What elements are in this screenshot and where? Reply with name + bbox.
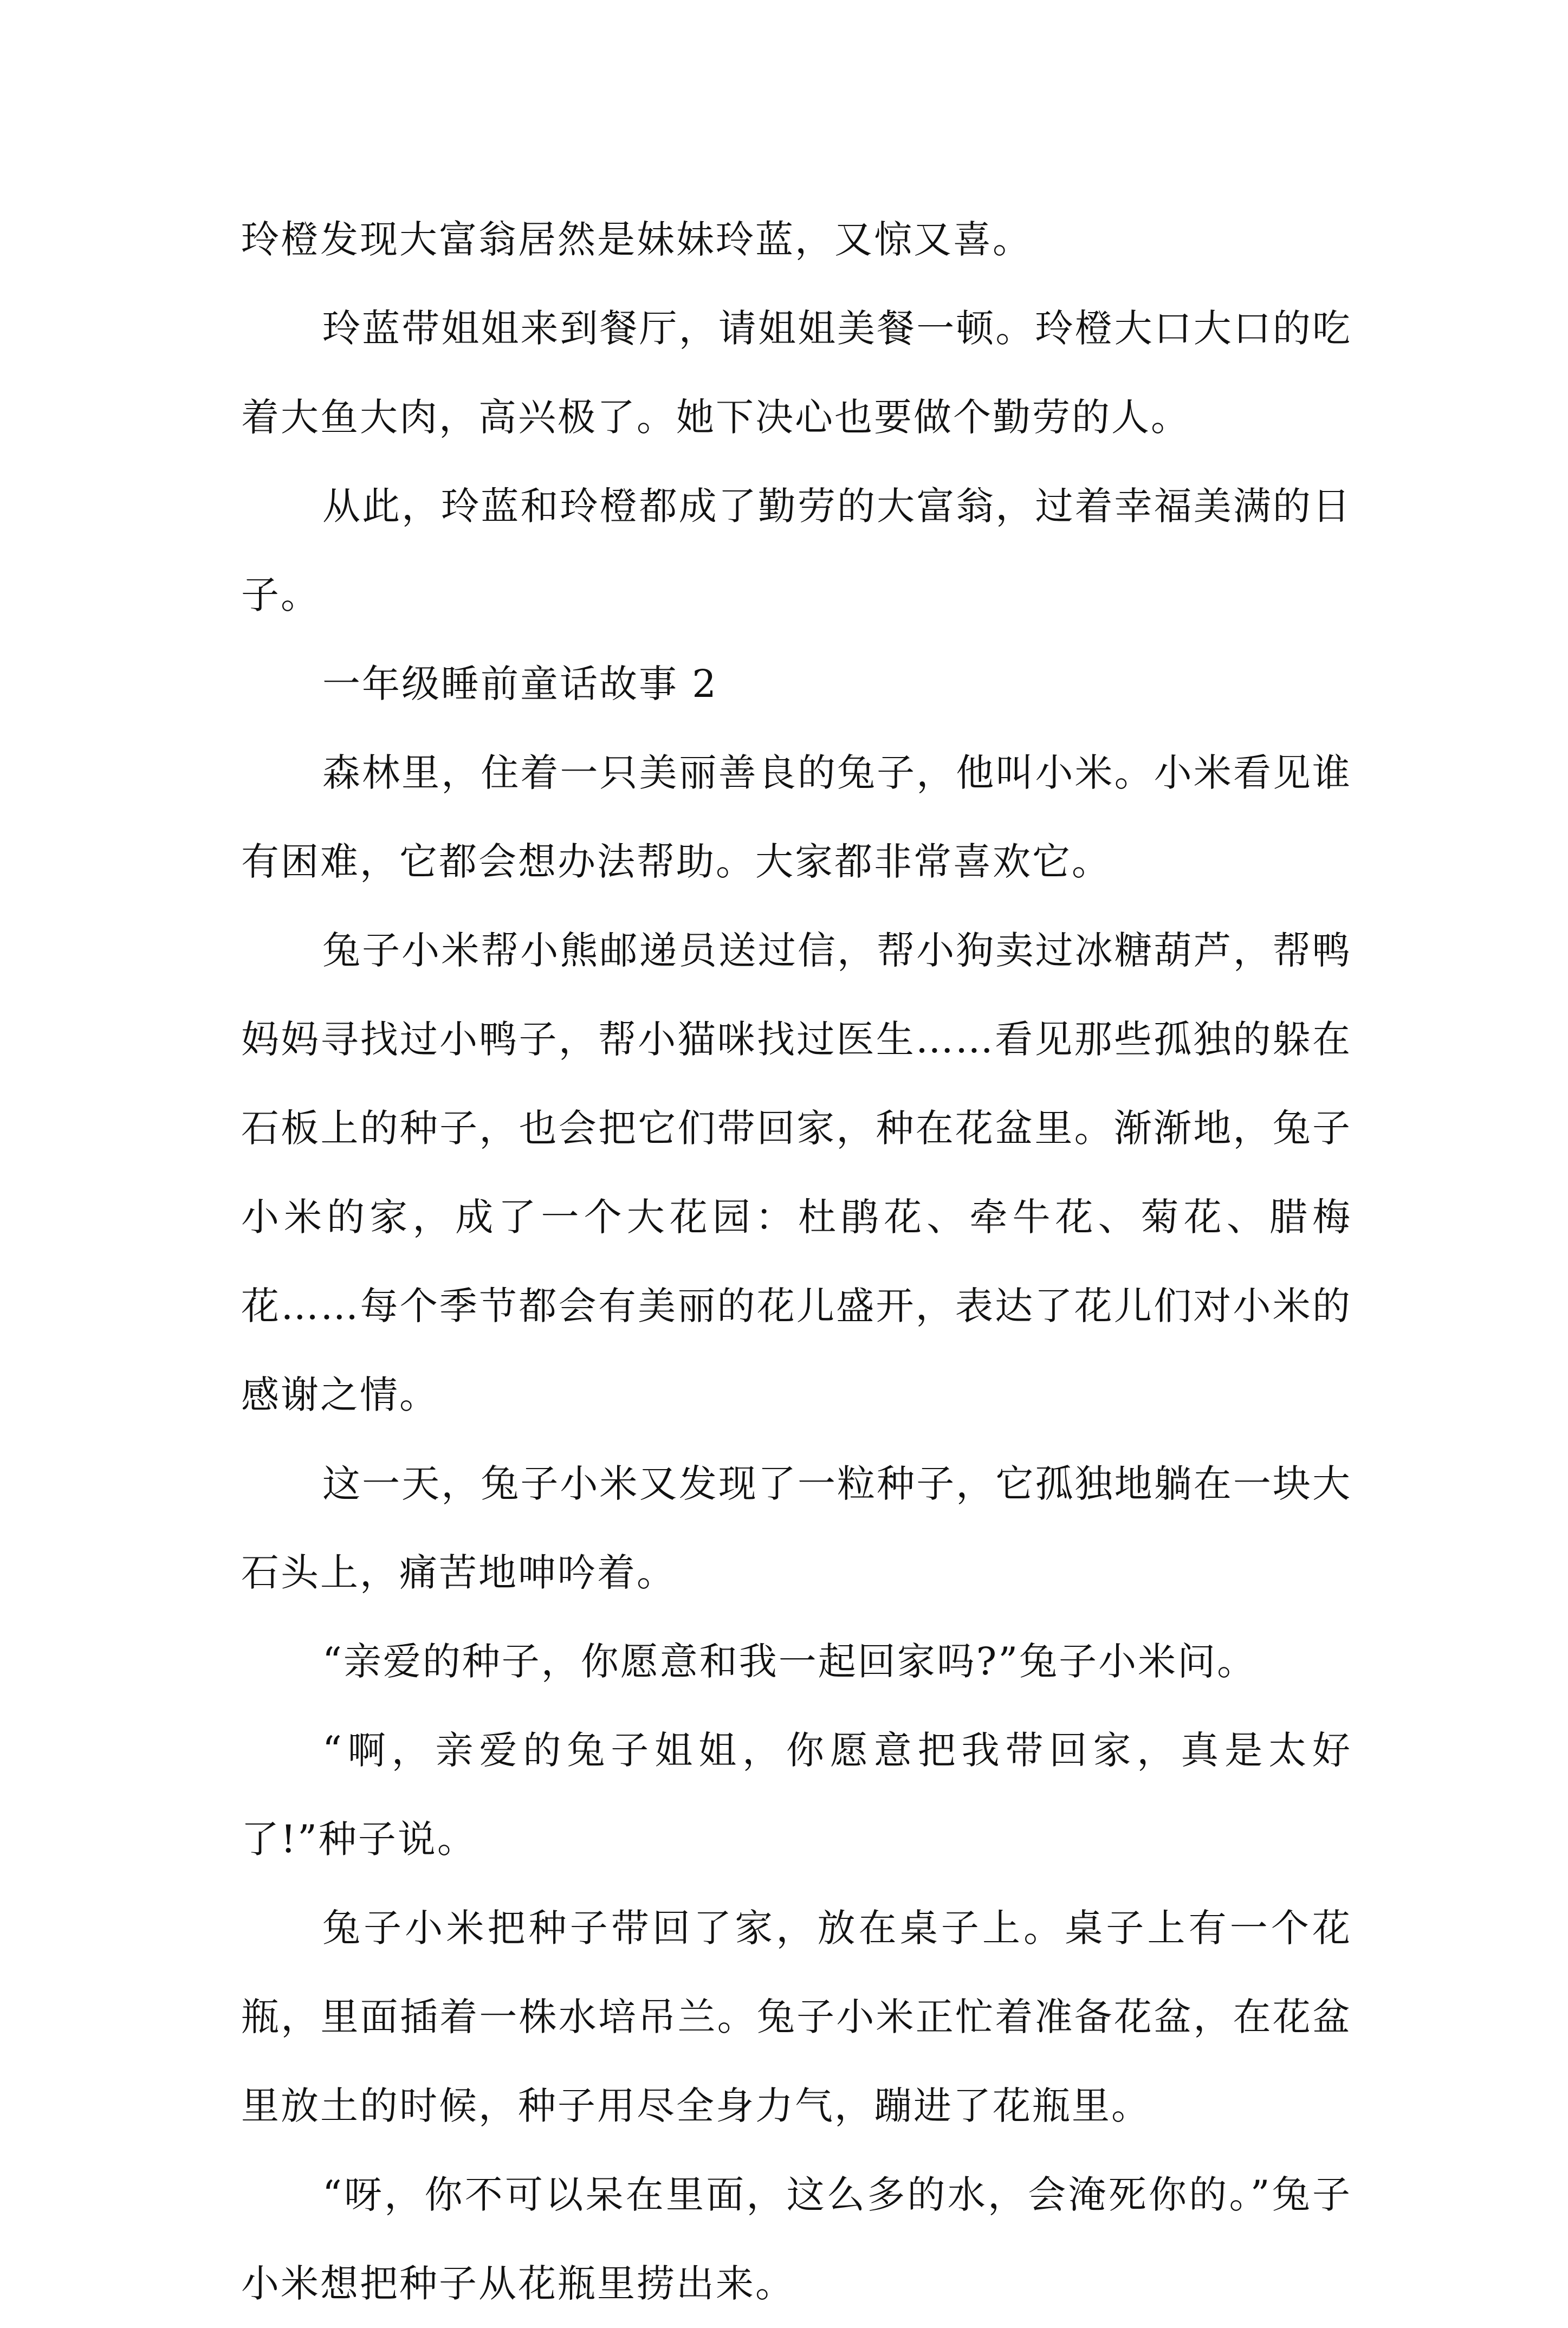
story-heading: 一年级睡前童话故事 2 xyxy=(322,662,718,706)
paragraph-10: 兔子小米把种子带回了家，放在桌子上。桌子上有一个花瓶，里面插着一株水培吊兰。兔子小米正忙着准备花盆，在花盆里放土的时候，种子用尽全身力气，蹦进了花瓶里。 xyxy=(241,1906,1352,2128)
paragraph-7: 这一天，兔子小米又发现了一粒种子，它孤独地躺在一块大石头上，痛苦地呻吟着。 xyxy=(241,1462,1352,1595)
paragraph-3: 从此，玲蓝和玲橙都成了勤劳的大富翁，过着幸福美满的日子。 xyxy=(241,484,1352,617)
paragraph-8: “亲爱的种子，你愿意和我一起回家吗?”兔子小米问。 xyxy=(322,1639,1257,1684)
paragraph-5: 森林里，住着一只美丽善良的兔子，他叫小米。小米看见谁有困难，它都会想办法帮助。大家都非常喜欢它。 xyxy=(241,751,1352,884)
paragraph-2: 玲蓝带姐姐来到餐厅，请姐姐美餐一顿。玲橙大口大口的吃着大鱼大肉，高兴极了。她下决心也要做个勤劳的人。 xyxy=(241,306,1352,439)
paragraph-1: 玲橙发现大富翁居然是妹妹玲蓝，又惊又喜。 xyxy=(241,217,1032,262)
paragraph-6: 兔子小米帮小熊邮递员送过信，帮小狗卖过冰糖葫芦，帮鸭妈妈寻找过小鸭子，帮小猫咪找过医生……看见那些孤独的躲在石板上的种子，也会把它们带回家，种在花盆里。渐渐地，兔子小米的家，成了一个大花园：杜鹃花、牵牛花、菊花、腊梅花……每个季节都会有美丽的花儿盛开，表达了花儿们对小米的感谢之情。 xyxy=(241,928,1352,1417)
paragraph-9: “啊，亲爱的兔子姐姐，你愿意把我带回家，真是太好了!”种子说。 xyxy=(241,1728,1352,1861)
paragraph-11: “呀，你不可以呆在里面，这么多的水，会淹死你的。”兔子小米想把种子从花瓶里捞出来。 xyxy=(241,2172,1352,2306)
story-text xyxy=(241,195,1352,2328)
